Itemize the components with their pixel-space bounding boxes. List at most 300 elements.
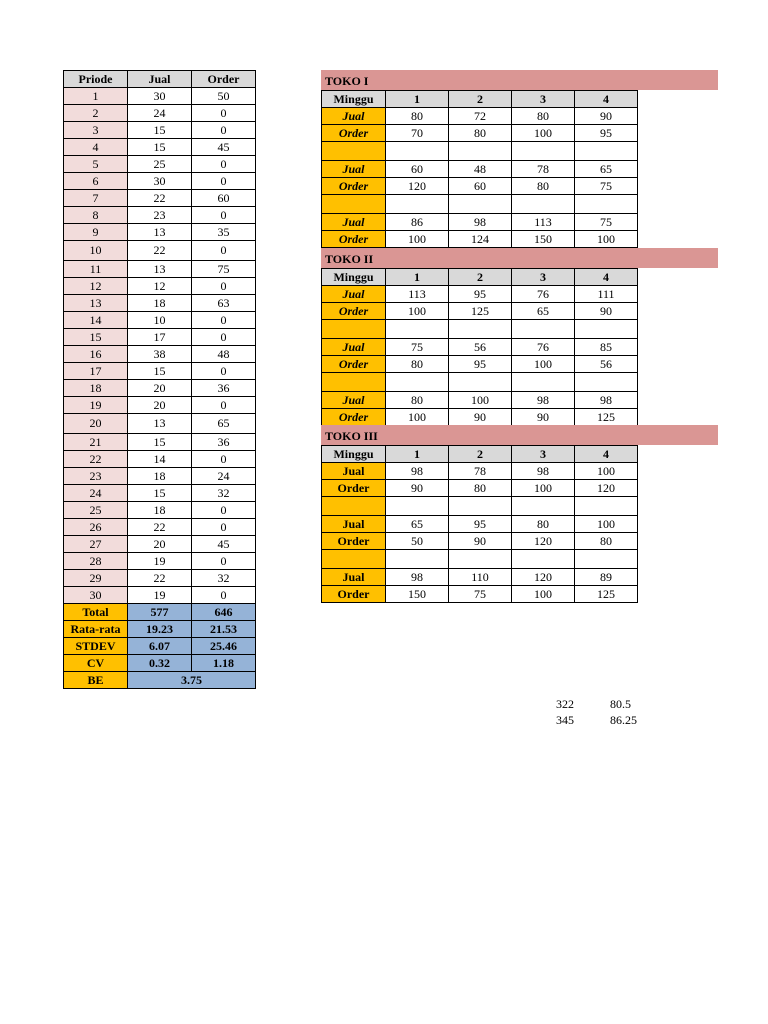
value-cell: 86 [386, 214, 449, 231]
stat-value: 0.32 [128, 655, 192, 672]
be-row [64, 672, 256, 689]
table-header-row [322, 446, 638, 463]
column-header: 3 [512, 91, 575, 108]
empty-cell [512, 550, 575, 569]
jual-cell: 22 [128, 570, 192, 587]
jual-cell: 30 [128, 88, 192, 105]
table-row [64, 451, 256, 468]
order-cell: 32 [192, 485, 256, 502]
empty-cell [512, 373, 575, 392]
value-cell: 72 [449, 108, 512, 125]
spacer-row [322, 373, 638, 392]
jual-row [322, 463, 638, 480]
jual-cell: 14 [128, 451, 192, 468]
empty-cell [449, 497, 512, 516]
order-cell: 48 [192, 346, 256, 363]
column-header: Order [192, 71, 256, 88]
value-cell: 56 [449, 339, 512, 356]
jual-cell: 15 [128, 485, 192, 502]
value-cell: 78 [449, 463, 512, 480]
jual-cell: 12 [128, 278, 192, 295]
order-row [322, 480, 638, 497]
row-label: Order [322, 125, 386, 142]
jual-row [322, 161, 638, 178]
value-cell: 48 [449, 161, 512, 178]
empty-cell [575, 320, 638, 339]
jual-cell: 15 [128, 363, 192, 380]
period-cell: 5 [64, 156, 128, 173]
store-title: TOKO I [321, 70, 718, 90]
period-cell: 23 [64, 468, 128, 485]
jual-cell: 15 [128, 434, 192, 451]
table-row [64, 88, 256, 105]
row-label: Order [322, 409, 386, 426]
column-header: Priode [64, 71, 128, 88]
period-cell: 22 [64, 451, 128, 468]
stat-value: 646 [192, 604, 256, 621]
table-row [64, 224, 256, 241]
period-cell: 30 [64, 587, 128, 604]
empty-cell [386, 550, 449, 569]
order-cell: 0 [192, 502, 256, 519]
jual-row [322, 569, 638, 586]
value-cell: 65 [386, 516, 449, 533]
order-cell: 35 [192, 224, 256, 241]
value-cell: 75 [575, 214, 638, 231]
table-row [64, 156, 256, 173]
value-cell: 60 [449, 178, 512, 195]
order-cell: 36 [192, 434, 256, 451]
value-cell: 75 [386, 339, 449, 356]
jual-cell: 19 [128, 553, 192, 570]
empty-cell [575, 550, 638, 569]
column-header: 4 [575, 446, 638, 463]
store-table [321, 268, 638, 426]
value-cell: 124 [449, 231, 512, 248]
store-title: TOKO II [321, 248, 718, 268]
empty-cell [575, 497, 638, 516]
value-cell: 110 [449, 569, 512, 586]
row-label: Order [322, 178, 386, 195]
store-table [321, 90, 638, 248]
order-row [322, 231, 638, 248]
jual-cell: 25 [128, 156, 192, 173]
column-header: 3 [512, 269, 575, 286]
table-row [64, 485, 256, 502]
value-cell: 95 [449, 286, 512, 303]
empty-cell [575, 142, 638, 161]
value-cell: 90 [575, 108, 638, 125]
value-cell: 125 [449, 303, 512, 320]
value-cell: 50 [386, 533, 449, 550]
period-cell: 7 [64, 190, 128, 207]
table-row [64, 329, 256, 346]
order-cell: 0 [192, 587, 256, 604]
stat-label: Total [64, 604, 128, 621]
jual-row [322, 516, 638, 533]
jual-cell: 15 [128, 139, 192, 156]
value-cell: 80 [449, 480, 512, 497]
table-row [64, 570, 256, 587]
table-row [64, 553, 256, 570]
store-block-toko-1 [321, 70, 718, 248]
value-cell: 120 [512, 533, 575, 550]
period-cell: 12 [64, 278, 128, 295]
spacer-label [322, 320, 386, 339]
table-row [64, 190, 256, 207]
period-cell: 6 [64, 173, 128, 190]
value-cell: 80 [575, 533, 638, 550]
jual-cell: 18 [128, 295, 192, 312]
period-cell: 21 [64, 434, 128, 451]
spacer-label [322, 142, 386, 161]
store-table [321, 445, 638, 603]
value-cell: 100 [386, 303, 449, 320]
jual-row [322, 108, 638, 125]
value-cell: 80 [512, 516, 575, 533]
stat-label: CV [64, 655, 128, 672]
jual-cell: 22 [128, 241, 192, 261]
jual-cell: 13 [128, 261, 192, 278]
jual-cell: 18 [128, 468, 192, 485]
value-cell: 100 [386, 409, 449, 426]
value-cell: 120 [575, 480, 638, 497]
empty-cell [449, 195, 512, 214]
row-label: Order [322, 533, 386, 550]
order-row [322, 586, 638, 603]
order-row [322, 125, 638, 142]
jual-cell: 20 [128, 536, 192, 553]
table-header-row [322, 269, 638, 286]
jual-cell: 30 [128, 173, 192, 190]
order-row [322, 533, 638, 550]
extra-value: 322 [556, 697, 574, 711]
table-row [64, 468, 256, 485]
stat-label: STDEV [64, 638, 128, 655]
order-cell: 50 [192, 88, 256, 105]
spacer-label [322, 550, 386, 569]
value-cell: 85 [575, 339, 638, 356]
order-cell: 75 [192, 261, 256, 278]
value-cell: 125 [575, 586, 638, 603]
value-cell: 100 [449, 392, 512, 409]
order-cell: 0 [192, 207, 256, 224]
order-row [322, 178, 638, 195]
empty-cell [575, 195, 638, 214]
table-row [64, 139, 256, 156]
table-row [64, 380, 256, 397]
stat-row [64, 604, 256, 621]
jual-cell: 20 [128, 397, 192, 414]
jual-cell: 13 [128, 414, 192, 434]
stat-row [64, 621, 256, 638]
column-header: 1 [386, 91, 449, 108]
jual-cell: 17 [128, 329, 192, 346]
period-cell: 17 [64, 363, 128, 380]
value-cell: 95 [575, 125, 638, 142]
row-label: Jual [322, 214, 386, 231]
empty-cell [449, 373, 512, 392]
order-cell: 60 [192, 190, 256, 207]
period-cell: 25 [64, 502, 128, 519]
jual-cell: 19 [128, 587, 192, 604]
spacer-row [322, 550, 638, 569]
value-cell: 98 [512, 463, 575, 480]
order-cell: 0 [192, 553, 256, 570]
row-label: Jual [322, 161, 386, 178]
jual-cell: 24 [128, 105, 192, 122]
value-cell: 65 [512, 303, 575, 320]
column-header: Jual [128, 71, 192, 88]
order-cell: 0 [192, 173, 256, 190]
value-cell: 100 [386, 231, 449, 248]
row-label: Order [322, 586, 386, 603]
stat-label: Rata-rata [64, 621, 128, 638]
empty-cell [386, 373, 449, 392]
table-row [64, 312, 256, 329]
order-cell: 36 [192, 380, 256, 397]
empty-cell [386, 497, 449, 516]
value-cell: 100 [575, 463, 638, 480]
period-cell: 2 [64, 105, 128, 122]
empty-cell [386, 195, 449, 214]
period-cell: 15 [64, 329, 128, 346]
jual-cell: 18 [128, 502, 192, 519]
value-cell: 65 [575, 161, 638, 178]
value-cell: 150 [386, 586, 449, 603]
value-cell: 76 [512, 339, 575, 356]
row-label: Jual [322, 392, 386, 409]
extra-value: 86.25 [610, 713, 637, 727]
value-cell: 125 [575, 409, 638, 426]
order-cell: 0 [192, 105, 256, 122]
value-cell: 80 [449, 125, 512, 142]
stat-value: 6.07 [128, 638, 192, 655]
column-header: Minggu [322, 446, 386, 463]
value-cell: 90 [575, 303, 638, 320]
value-cell: 56 [575, 356, 638, 373]
table-row [64, 207, 256, 224]
spacer-row [322, 497, 638, 516]
table-row [64, 346, 256, 363]
value-cell: 120 [386, 178, 449, 195]
spacer-row [322, 142, 638, 161]
table-header-row [322, 91, 638, 108]
table-row [64, 414, 256, 434]
empty-cell [575, 373, 638, 392]
period-cell: 27 [64, 536, 128, 553]
period-cell: 29 [64, 570, 128, 587]
order-cell: 32 [192, 570, 256, 587]
table-row [64, 241, 256, 261]
jual-row [322, 214, 638, 231]
jual-row [322, 286, 638, 303]
order-row [322, 409, 638, 426]
table-row [64, 434, 256, 451]
row-label: Order [322, 303, 386, 320]
empty-cell [512, 142, 575, 161]
extra-value: 80.5 [610, 697, 631, 711]
order-cell: 24 [192, 468, 256, 485]
value-cell: 70 [386, 125, 449, 142]
jual-cell: 13 [128, 224, 192, 241]
store-block-toko-3 [321, 425, 718, 603]
order-cell: 0 [192, 363, 256, 380]
table-row [64, 122, 256, 139]
column-header: 3 [512, 446, 575, 463]
order-cell: 0 [192, 519, 256, 536]
spacer-label [322, 373, 386, 392]
value-cell: 100 [512, 125, 575, 142]
value-cell: 90 [449, 533, 512, 550]
period-cell: 20 [64, 414, 128, 434]
order-cell: 0 [192, 122, 256, 139]
jual-cell: 23 [128, 207, 192, 224]
column-header: 2 [449, 446, 512, 463]
column-header: Minggu [322, 269, 386, 286]
order-cell: 0 [192, 156, 256, 173]
period-cell: 11 [64, 261, 128, 278]
value-cell: 80 [512, 108, 575, 125]
jual-cell: 22 [128, 519, 192, 536]
value-cell: 150 [512, 231, 575, 248]
order-cell: 0 [192, 278, 256, 295]
store-title: TOKO III [321, 425, 718, 445]
table-row [64, 536, 256, 553]
stat-row [64, 638, 256, 655]
stat-value: 21.53 [192, 621, 256, 638]
order-row [322, 356, 638, 373]
value-cell: 100 [575, 231, 638, 248]
empty-cell [512, 195, 575, 214]
row-label: Jual [322, 516, 386, 533]
order-row [322, 303, 638, 320]
table-row [64, 173, 256, 190]
table-row [64, 397, 256, 414]
spacer-row [322, 195, 638, 214]
jual-cell: 20 [128, 380, 192, 397]
row-label: Order [322, 231, 386, 248]
value-cell: 100 [575, 516, 638, 533]
value-cell: 120 [512, 569, 575, 586]
value-cell: 100 [512, 586, 575, 603]
period-cell: 1 [64, 88, 128, 105]
be-label: BE [64, 672, 128, 689]
jual-cell: 22 [128, 190, 192, 207]
spacer-label [322, 195, 386, 214]
value-cell: 78 [512, 161, 575, 178]
column-header: 2 [449, 269, 512, 286]
order-cell: 45 [192, 139, 256, 156]
empty-cell [449, 320, 512, 339]
table-row [64, 278, 256, 295]
extra-value: 345 [556, 713, 574, 727]
value-cell: 98 [386, 569, 449, 586]
row-label: Jual [322, 108, 386, 125]
value-cell: 100 [512, 356, 575, 373]
table-row [64, 105, 256, 122]
order-cell: 0 [192, 329, 256, 346]
period-cell: 3 [64, 122, 128, 139]
order-cell: 0 [192, 241, 256, 261]
order-cell: 0 [192, 312, 256, 329]
empty-cell [386, 320, 449, 339]
value-cell: 90 [449, 409, 512, 426]
period-cell: 24 [64, 485, 128, 502]
order-cell: 65 [192, 414, 256, 434]
value-cell: 113 [512, 214, 575, 231]
empty-cell [386, 142, 449, 161]
empty-cell [512, 497, 575, 516]
table-row [64, 587, 256, 604]
period-cell: 19 [64, 397, 128, 414]
value-cell: 100 [512, 480, 575, 497]
period-cell: 26 [64, 519, 128, 536]
row-label: Order [322, 356, 386, 373]
column-header: 1 [386, 269, 449, 286]
row-label: Order [322, 480, 386, 497]
store-block-toko-2 [321, 248, 718, 426]
stat-value: 1.18 [192, 655, 256, 672]
stat-value: 19.23 [128, 621, 192, 638]
jual-row [322, 339, 638, 356]
column-header: 2 [449, 91, 512, 108]
period-table [63, 70, 256, 689]
value-cell: 80 [386, 392, 449, 409]
period-cell: 16 [64, 346, 128, 363]
value-cell: 95 [449, 356, 512, 373]
value-cell: 98 [512, 392, 575, 409]
value-cell: 80 [386, 356, 449, 373]
jual-row [322, 392, 638, 409]
order-cell: 0 [192, 397, 256, 414]
empty-cell [512, 320, 575, 339]
table-row [64, 261, 256, 278]
value-cell: 75 [575, 178, 638, 195]
value-cell: 90 [512, 409, 575, 426]
value-cell: 75 [449, 586, 512, 603]
period-cell: 28 [64, 553, 128, 570]
value-cell: 60 [386, 161, 449, 178]
value-cell: 80 [386, 108, 449, 125]
be-value: 3.75 [128, 672, 256, 689]
stat-value: 577 [128, 604, 192, 621]
table-row [64, 295, 256, 312]
period-cell: 4 [64, 139, 128, 156]
value-cell: 90 [386, 480, 449, 497]
period-cell: 8 [64, 207, 128, 224]
table-row [64, 363, 256, 380]
table-header-row [64, 71, 256, 88]
row-label: Jual [322, 286, 386, 303]
jual-cell: 10 [128, 312, 192, 329]
column-header: 1 [386, 446, 449, 463]
value-cell: 98 [386, 463, 449, 480]
period-cell: 18 [64, 380, 128, 397]
stat-value: 25.46 [192, 638, 256, 655]
order-cell: 45 [192, 536, 256, 553]
jual-cell: 38 [128, 346, 192, 363]
empty-cell [449, 550, 512, 569]
jual-cell: 15 [128, 122, 192, 139]
order-cell: 0 [192, 451, 256, 468]
spacer-row [322, 320, 638, 339]
value-cell: 98 [575, 392, 638, 409]
period-cell: 10 [64, 241, 128, 261]
period-cell: 14 [64, 312, 128, 329]
spacer-label [322, 497, 386, 516]
table-row [64, 519, 256, 536]
